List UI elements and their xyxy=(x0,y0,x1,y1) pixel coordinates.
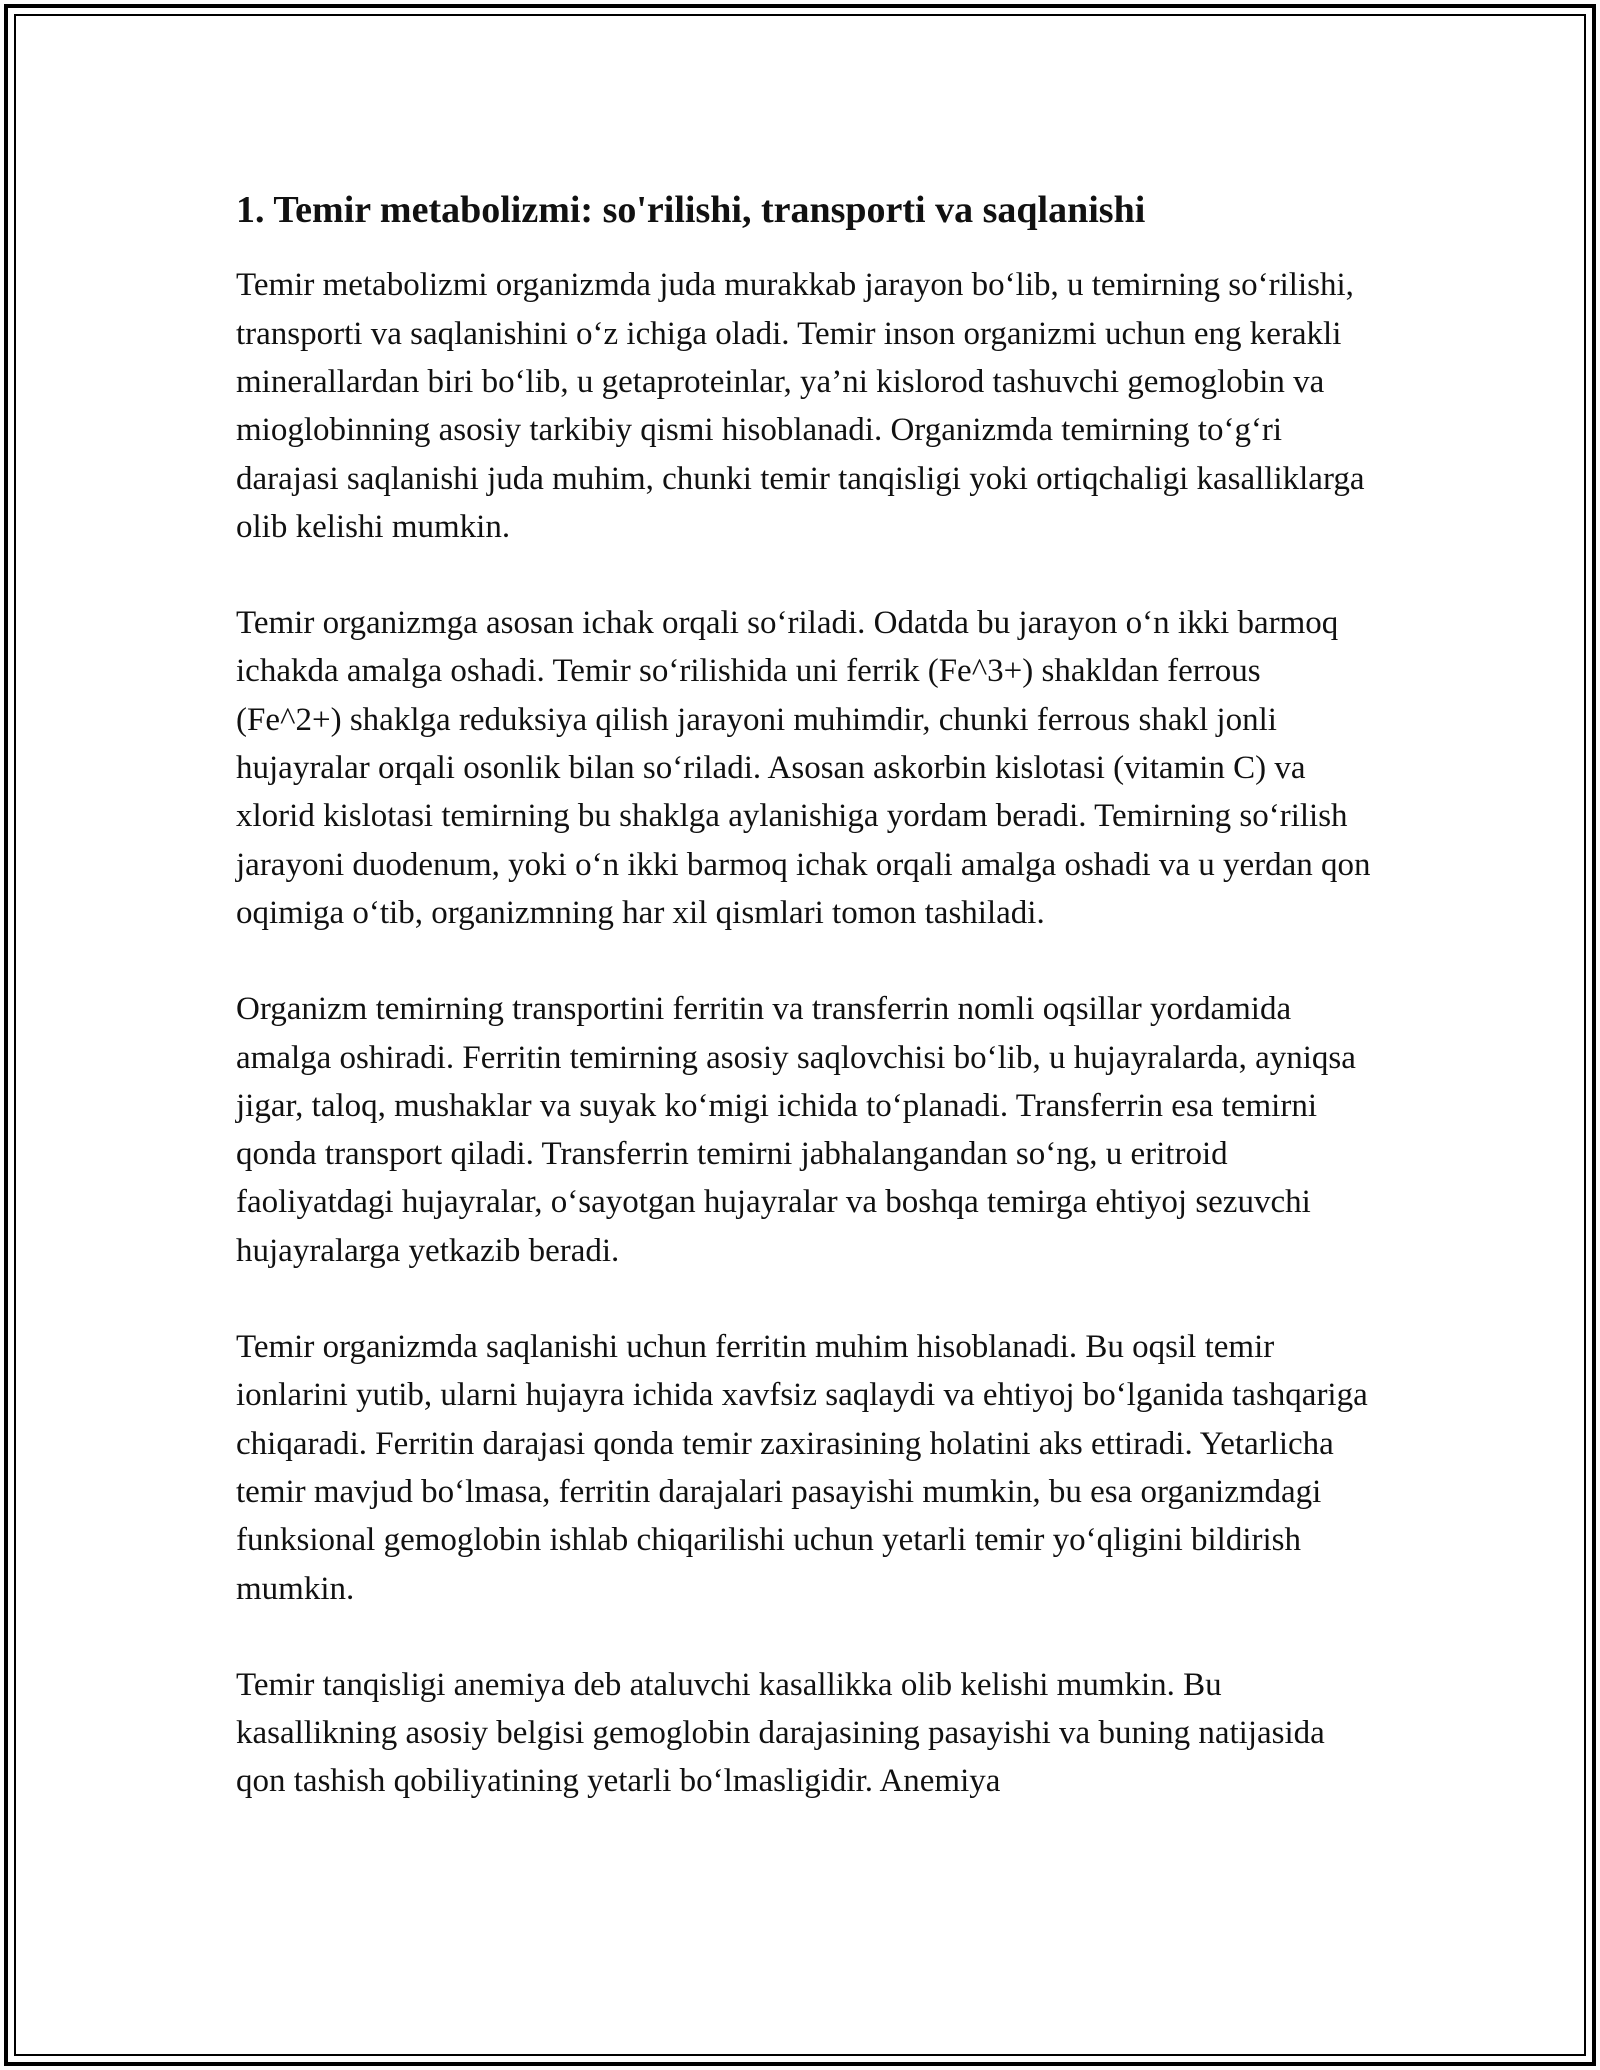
paragraph-anemia: Temir tanqisligi anemiya deb ataluvchi kasallikka olib kelishi mumkin. Bu kasallikning asosiy belgisi gemoglobin darajasining pasayishi va buning natijasida qon tashish qobiliyatining yetarli bo‘lmasligidir. Anemiya xyxy=(236,1666,1325,1800)
paragraph-intestinal-absorption: Temir organizmga asosan ichak orqali so‘riladi. Odatda bu jarayon o‘n ikki barmoq ichakda amalga oshadi. Temir so‘rilishida uni ferrik (Fe^3+) shakldan ferrous (Fe^2+) shaklga reduksiya qilish jarayoni muhimdir, chunki ferrous shakl jonli hujayralar orqali osonlik bilan so‘riladi. Asosan askorbin kislotasi (vitamin C) va xlorid kislotasi temirning bu shaklga aylanishiga yordam beradi. Temirning so‘rilish jarayoni duodenum, yoki o‘n ikki barmoq ichak orqali amalga oshadi va u yerdan qon oqimiga o‘tib, organizmning har xil qismlari tomon tashiladi. xyxy=(236,605,1371,931)
paragraph-transport: Organizm temirning transportini ferritin va transferrin nomli oqsillar yordamida amalga oshiradi. Ferritin temirning asosiy saqlovchisi bo‘lib, u hujayralarda, ayniqsa jigar, taloq, mushaklar va suyak ko‘migi ichida to‘planadi. Transferrin esa temirni qonda transport qiladi. Transferrin temirni jabhalangandan so‘ng, u eritroid faoliyatdagi hujayralar, o‘sayotgan hujayralar va boshqa temirga ehtiyoj sezuvchi hujayralarga yetkazib beradi. xyxy=(236,991,1356,1269)
paragraph-absorption-intro: Temir metabolizmi organizmda juda murakkab jarayon bo‘lib, u temirning so‘rilishi, transporti va saqlanishini o‘z ichiga oladi. Temir inson organizmi uchun eng kerakli minerallardan biri bo‘lib, u getaproteinlar, ya’ni kislorod tashuvchi gemoglobin va mioglobinning asosiy tarkibiy qismi hisoblanadi. Organizmda temirning to‘g‘ri darajasi saqlanishi juda muhim, chunki temir tanqisligi yoki ortiqchaligi kasalliklarga olib kelishi mumkin. xyxy=(236,267,1365,545)
document-body xyxy=(236,186,1371,1854)
paragraph-storage: Temir organizmda saqlanishi uchun ferritin muhim hisoblanadi. Bu oqsil temir ionlarini yutib, ularni hujayra ichida xavfsiz saqlaydi va ehtiyoj bo‘lganida tashqariga chiqaradi. Ferritin darajasi qonda temir zaxirasining holatini aks ettiradi. Yetarlicha temir mavjud bo‘lmasa, ferritin darajalari pasayishi mumkin, bu esa organizmdagi funksional gemoglobin ishlab chiqarilishi uchun yetarli temir yo‘qligini bildirish mumkin. xyxy=(236,1329,1368,1607)
section-title: 1. Temir metabolizmi: so'rilishi, transporti va saqlanishi xyxy=(236,189,1146,231)
